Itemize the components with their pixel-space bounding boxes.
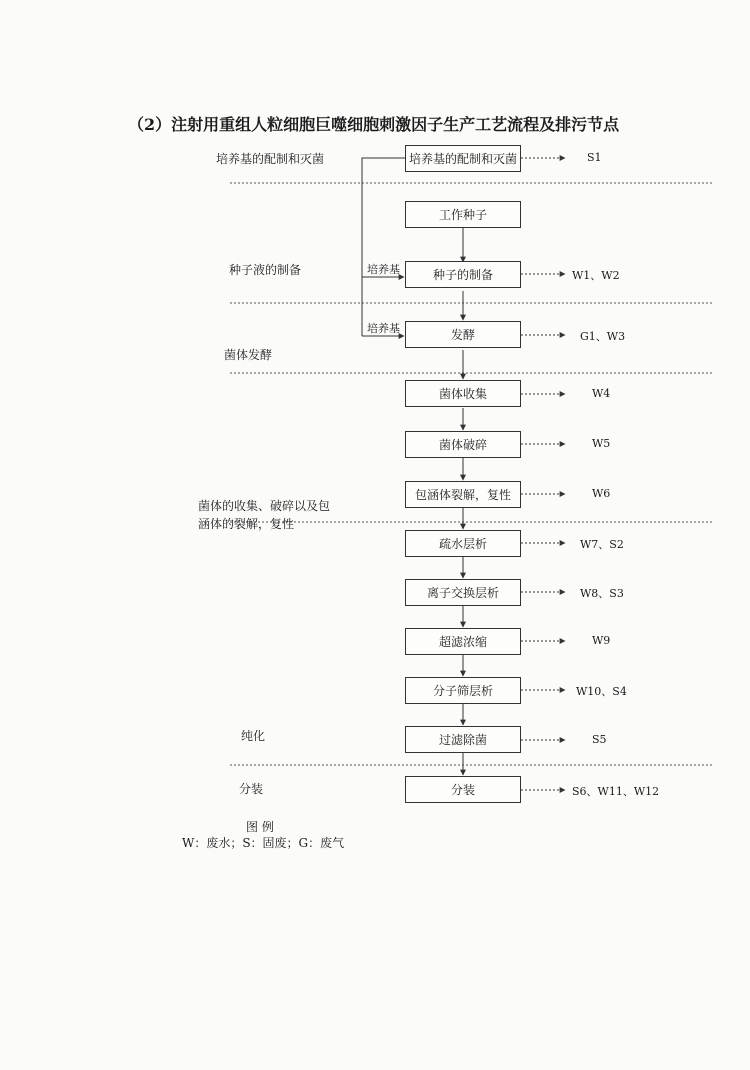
- feed-label-medium: 培养基: [367, 322, 400, 335]
- step-box-size-exclusion: 分子筛层析: [405, 677, 521, 704]
- stage-label-purify: 纯化: [241, 729, 266, 743]
- step-box-ultrafiltration: 超滤浓缩: [405, 628, 521, 655]
- emission-label: S5: [592, 733, 607, 746]
- step-box-inclusion-refold: 包涵体裂解，复性: [405, 481, 521, 508]
- emission-label: W10、S4: [576, 685, 627, 698]
- emission-label: S6、W11、W12: [572, 785, 660, 798]
- emission-label: G1、W3: [580, 330, 626, 343]
- legend-title: 图 例: [246, 820, 274, 834]
- stage-label-seed: 种子液的制备: [229, 263, 302, 277]
- page-title: （2）注射用重组人粒细胞巨噬细胞刺激因子生产工艺流程及排污节点: [128, 115, 620, 134]
- emission-label: W5: [592, 437, 611, 450]
- emission-label: W6: [592, 487, 611, 500]
- emission-label: S1: [587, 151, 602, 164]
- step-box-cell-disruption: 菌体破碎: [405, 431, 521, 458]
- step-box-cell-harvest: 菌体收集: [405, 380, 521, 407]
- step-box-working-seed: 工作种子: [405, 201, 521, 228]
- step-box-fermentation: 发酵: [405, 321, 521, 348]
- step-box-medium-prep: 培养基的配制和灭菌: [405, 145, 521, 172]
- stage-label-fill: 分装: [239, 782, 264, 796]
- medium-feed-line: [362, 158, 405, 336]
- stage-label-ferment: 菌体发酵: [224, 348, 273, 362]
- emission-label: W7、S2: [580, 538, 624, 551]
- step-box-hydrophobic-chrom: 疏水层析: [405, 530, 521, 557]
- legend-text: W：废水；S：固废；G：废气: [182, 836, 345, 850]
- emission-label: W8、S3: [580, 587, 624, 600]
- step-box-ion-exchange: 离子交换层析: [405, 579, 521, 606]
- stage-label-harvest: 菌体的收集、破碎以及包 涵体的裂解，复性: [198, 499, 331, 531]
- stage-label-medium: 培养基的配制和灭菌: [216, 152, 325, 166]
- step-box-seed-prep: 种子的制备: [405, 261, 521, 288]
- feed-label-medium: 培养基: [367, 263, 400, 276]
- emission-label: W9: [592, 634, 611, 647]
- emission-label: W4: [592, 387, 611, 400]
- emission-label: W1、W2: [572, 269, 620, 282]
- step-box-filling: 分装: [405, 776, 521, 803]
- step-box-sterile-filtration: 过滤除菌: [405, 726, 521, 753]
